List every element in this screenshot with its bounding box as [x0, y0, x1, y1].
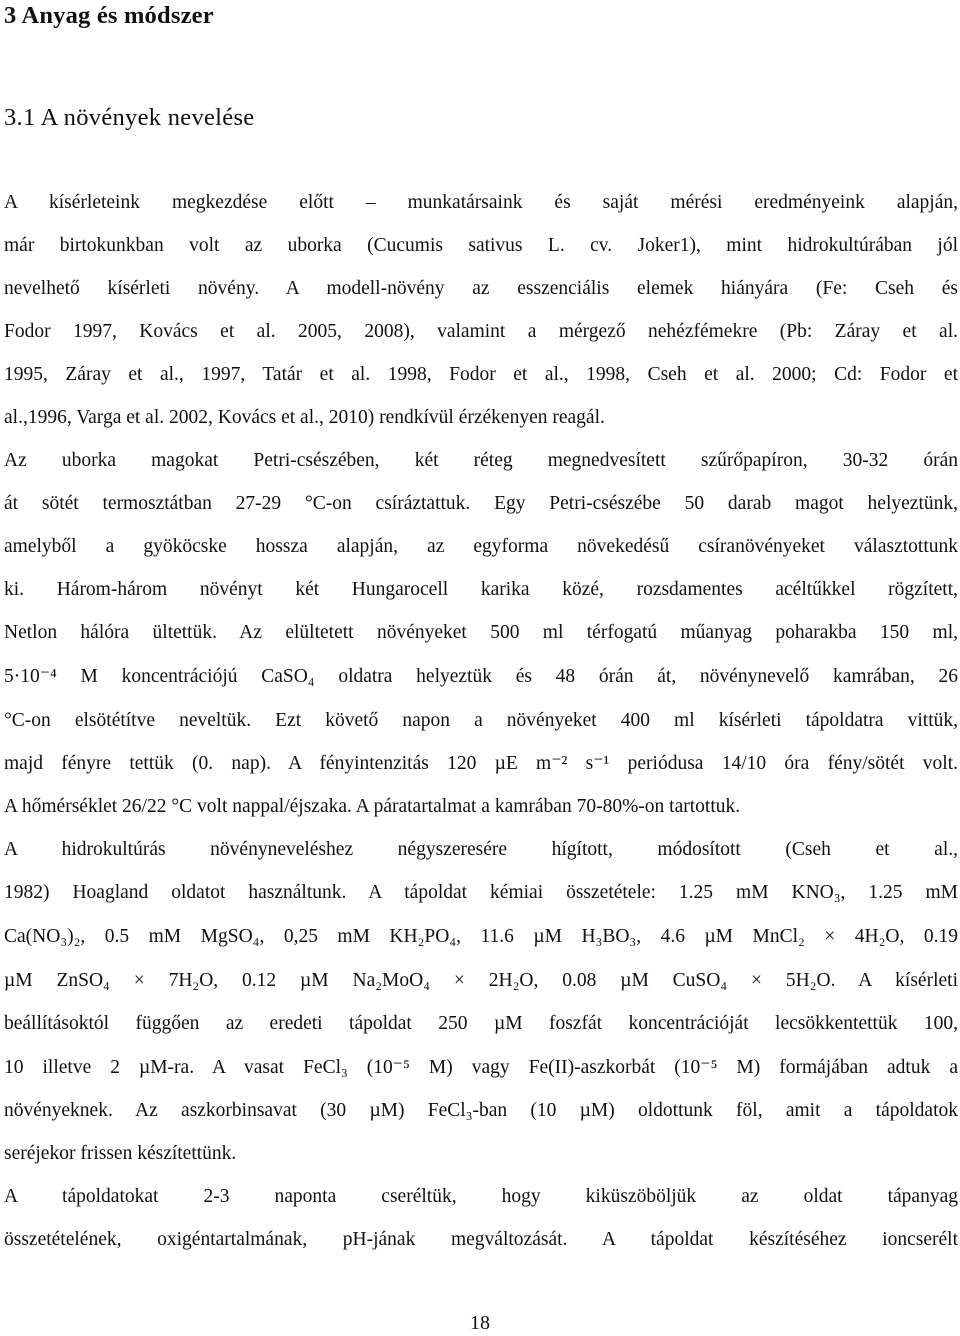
page-number: 18 [470, 1312, 490, 1334]
text-line: majd fényre tettük (0. nap). A fényintenzitás 120 µE m⁻² s⁻¹ periódusa 14/10 óra fény/sötét volt. [4, 753, 958, 774]
text-line: µM ZnSO₄ × 7H₂O, 0.12 µM Na₂MoO₄ × 2H₂O, 0.08 µM CuSO₄ × 5H₂O. A kísérleti [4, 970, 958, 991]
text-line: 1995, Záray et al., 1997, Tatár et al. 1998, Fodor et al., 1998, Cseh et al. 2000; Cd: Fodor et [4, 364, 958, 385]
text-line: 5·10⁻⁴ M koncentrációjú CaSO₄ oldatra helyeztük és 48 órán át, növénynevelő kamrában, 26 [4, 666, 958, 687]
text-line: nevelhető kísérleti növény. A modell-növény az esszenciális elemek hiányára (Fe: Cseh és [4, 278, 958, 299]
text-line: A tápoldatokat 2-3 naponta cseréltük, hogy kiküszöböljük az oldat tápanyag [4, 1186, 958, 1207]
chapter-heading: 3 Anyag és módszer [4, 2, 214, 29]
section-heading: 3.1 A növények nevelése [4, 104, 255, 131]
text-line: Fodor 1997, Kovács et al. 2005, 2008), valamint a mérgező nehézfémekre (Pb: Záray et al. [4, 321, 958, 342]
text-line: összetételének, oxigéntartalmának, pH-jának megváltozását. A tápoldat készítéséhez ioncserélt [4, 1229, 958, 1250]
text-line: már birtokunkban volt az uborka (Cucumis sativus L. cv. Joker1), mint hidrokultúrában jól [4, 235, 958, 256]
text-line: át sötét termosztátban 27-29 °C-on csíráztattuk. Egy Petri-csészébe 50 darab magot helyeztünk, [4, 493, 958, 514]
text-line: A kísérleteink megkezdése előtt – munkatársaink és saját mérési eredményeink alapján, [4, 192, 958, 213]
text-line: Netlon hálóra ültettük. Az elültetett növényeket 500 ml térfogatú műanyag poharakba 150 ml, [4, 622, 958, 643]
text-line: Az uborka magokat Petri-csészében, két réteg megnedvesített szűrőpapíron, 30-32 órán [4, 450, 958, 471]
text-line: al.,1996, Varga et al. 2002, Kovács et al., 2010) rendkívül érzékenyen reagál. [4, 407, 605, 428]
text-line: növényeknek. Az aszkorbinsavat (30 µM) FeCl₃-ban (10 µM) oldottunk föl, amit a tápoldatok [4, 1100, 958, 1121]
text-line: seréjekor frissen készítettünk. [4, 1143, 237, 1164]
text-line: Ca(NO₃)₂, 0.5 mM MgSO₄, 0,25 mM KH₂PO₄, 11.6 µM H₃BO₃, 4.6 µM MnCl₂ × 4H₂O, 0.19 [4, 926, 958, 947]
text-line: beállításoktól függően az eredeti tápoldat 250 µM foszfát koncentrációját lecsökkentettük 100, [4, 1013, 958, 1034]
text-line: A hidrokultúrás növényneveléshez négyszeresére hígított, módosított (Cseh et al., [4, 839, 958, 860]
text-line: A hőmérséklet 26/22 °C volt nappal/éjszaka. A páratartalmat a kamrában 70-80%-on tartottuk. [4, 796, 741, 817]
text-line: ki. Három-három növényt két Hungarocell karika közé, rozsdamentes acéltűkkel rögzített, [4, 579, 958, 600]
text-line: 10 illetve 2 µM-ra. A vasat FeCl₃ (10⁻⁵ M) vagy Fe(II)-aszkorbát (10⁻⁵ M) formájában adtuk a [4, 1057, 958, 1078]
text-line: amelyből a gyököcske hossza alapján, az egyforma növekedésű csíranövényeket választottunk [4, 536, 958, 557]
text-line: 1982) Hoagland oldatot használtunk. A tápoldat kémiai összetétele: 1.25 mM KNO₃, 1.25 mM [4, 882, 958, 903]
text-line: °C-on elsötétítve neveltük. Ezt követő napon a növényeket 400 ml kísérleti tápoldatra vittük, [4, 710, 958, 731]
